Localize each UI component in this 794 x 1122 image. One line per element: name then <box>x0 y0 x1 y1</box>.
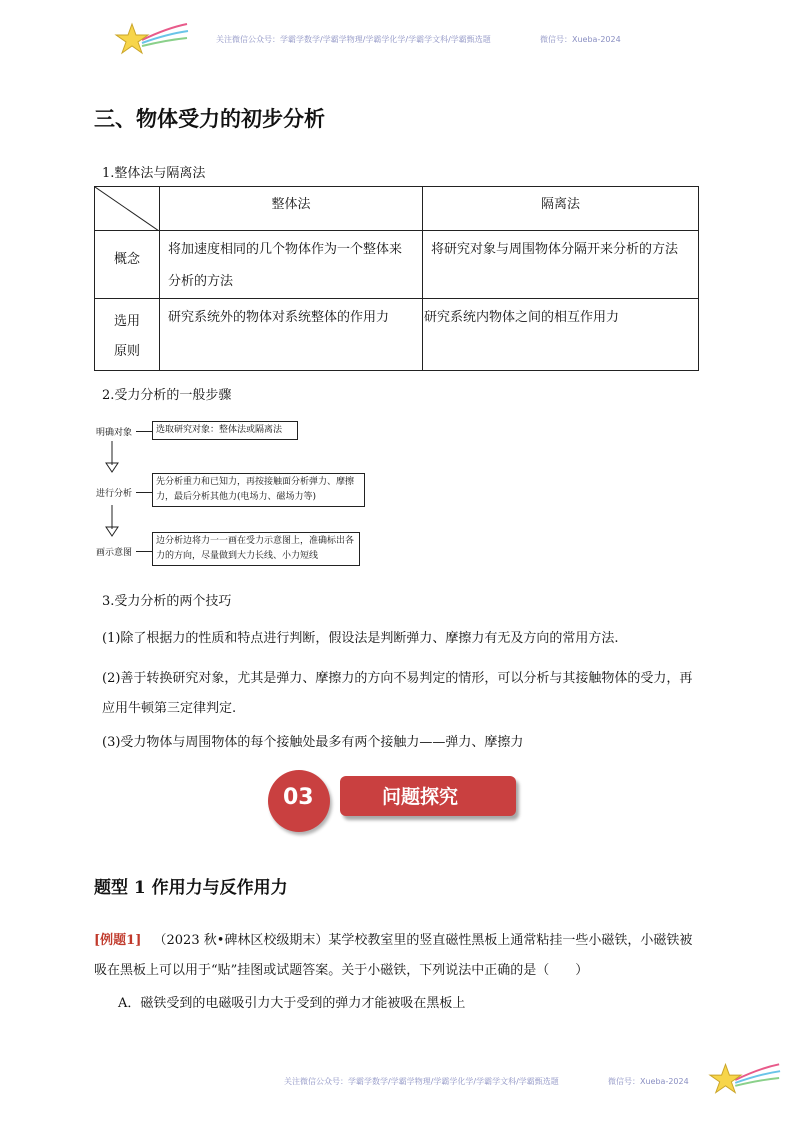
banner-number: 03 <box>283 785 314 810</box>
example-tag: [例题1] <box>94 933 142 948</box>
star-icon <box>112 18 192 58</box>
row-label-text: 概念 <box>113 252 140 267</box>
row-label-concept <box>95 231 160 299</box>
example-text: （2023 秋•碑林区校级期末）某学校教室里的竖直磁性黑板上通常粘挂一些小磁铁，小磁铁被吸在黑板上可以用于“贴”挂图或试题答案。关于小磁铁，下列说法中正确的是（ ） <box>94 933 693 978</box>
flow-step-text: 边分析边将力一一画在受力示意图上，准确标出各力的方向，尽量做到大力长线、小力短线 <box>156 536 355 561</box>
subheading-1: 1.整体法与隔离法 <box>102 166 206 181</box>
comparison-table <box>94 186 699 371</box>
tip-1: (1)除了根据力的性质和特点进行判断，假设法是判断弹力、摩擦力有无及方向的常用方法. <box>102 631 619 646</box>
flow-step-box <box>152 473 365 507</box>
flow-step-label: 进行分析 <box>96 489 133 499</box>
concept-whole: 将加速度相同的几个物体作为一个整体来分析的方法 <box>160 231 423 299</box>
question-type-title: 题型 1 作用力与反作用力 <box>94 878 288 898</box>
subheading-2: 2.受力分析的一般步骤 <box>102 388 232 403</box>
down-arrow-icon <box>104 441 120 473</box>
header-isolate: 隔离法 <box>423 187 699 231</box>
footer-wechat: 微信号：Xueba-2024 <box>608 1077 689 1086</box>
row-label-principle <box>95 299 160 371</box>
row-label-text: 选用原则 <box>113 314 140 359</box>
section-banner <box>268 770 520 832</box>
concept-isolate: 将研究对象与周围物体分隔开来分析的方法 <box>423 231 699 299</box>
flow-step-label: 画示意图 <box>96 548 133 558</box>
diagonal-header-cell <box>95 187 160 231</box>
flow-step-text: 先分析重力和已知力，再按接触面分析弹力、摩擦力，最后分析其他力(电场力、磁场力等) <box>156 477 355 502</box>
principle-isolate: 研究系统内物体之间的相互作用力 <box>423 299 699 371</box>
header-whole: 整体法 <box>160 187 423 231</box>
example-block <box>94 926 698 986</box>
header-text: 关注微信公众号：学霸学数学/学霸学物理/学霸学化学/学霸学文科/学霸甄选题 <box>216 35 491 44</box>
flow-step-box <box>152 532 360 566</box>
principle-whole: 研究系统外的物体对系统整体的作用力 <box>160 299 423 371</box>
header-wechat: 微信号：Xueba-2024 <box>540 35 621 44</box>
option-a: A．磁铁受到的电磁吸引力大于受到的弹力才能被吸在黑板上 <box>118 996 466 1011</box>
footer-text: 关注微信公众号：学霸学数学/学霸学物理/学霸学化学/学霸学文科/学霸甄选题 <box>284 1077 559 1086</box>
star-icon <box>706 1058 784 1098</box>
tip-2: (2)善于转换研究对象，尤其是弹力、摩擦力的方向不易判定的情形，可以分析与其接触物体的受力，再应用牛顿第三定律判定. <box>102 671 693 716</box>
flow-step-label: 明确对象 <box>96 428 133 438</box>
section-title: 三、物体受力的初步分析 <box>94 107 325 131</box>
down-arrow-icon <box>104 505 120 537</box>
flow-step-box: 选取研究对象：整体法或隔离法 <box>152 421 298 440</box>
banner-title: 问题探究 <box>382 786 459 808</box>
tip-3: (3)受力物体与周围物体的每个接触处最多有两个接触力——弹力、摩擦力 <box>102 735 524 750</box>
subheading-3: 3.受力分析的两个技巧 <box>102 594 232 609</box>
